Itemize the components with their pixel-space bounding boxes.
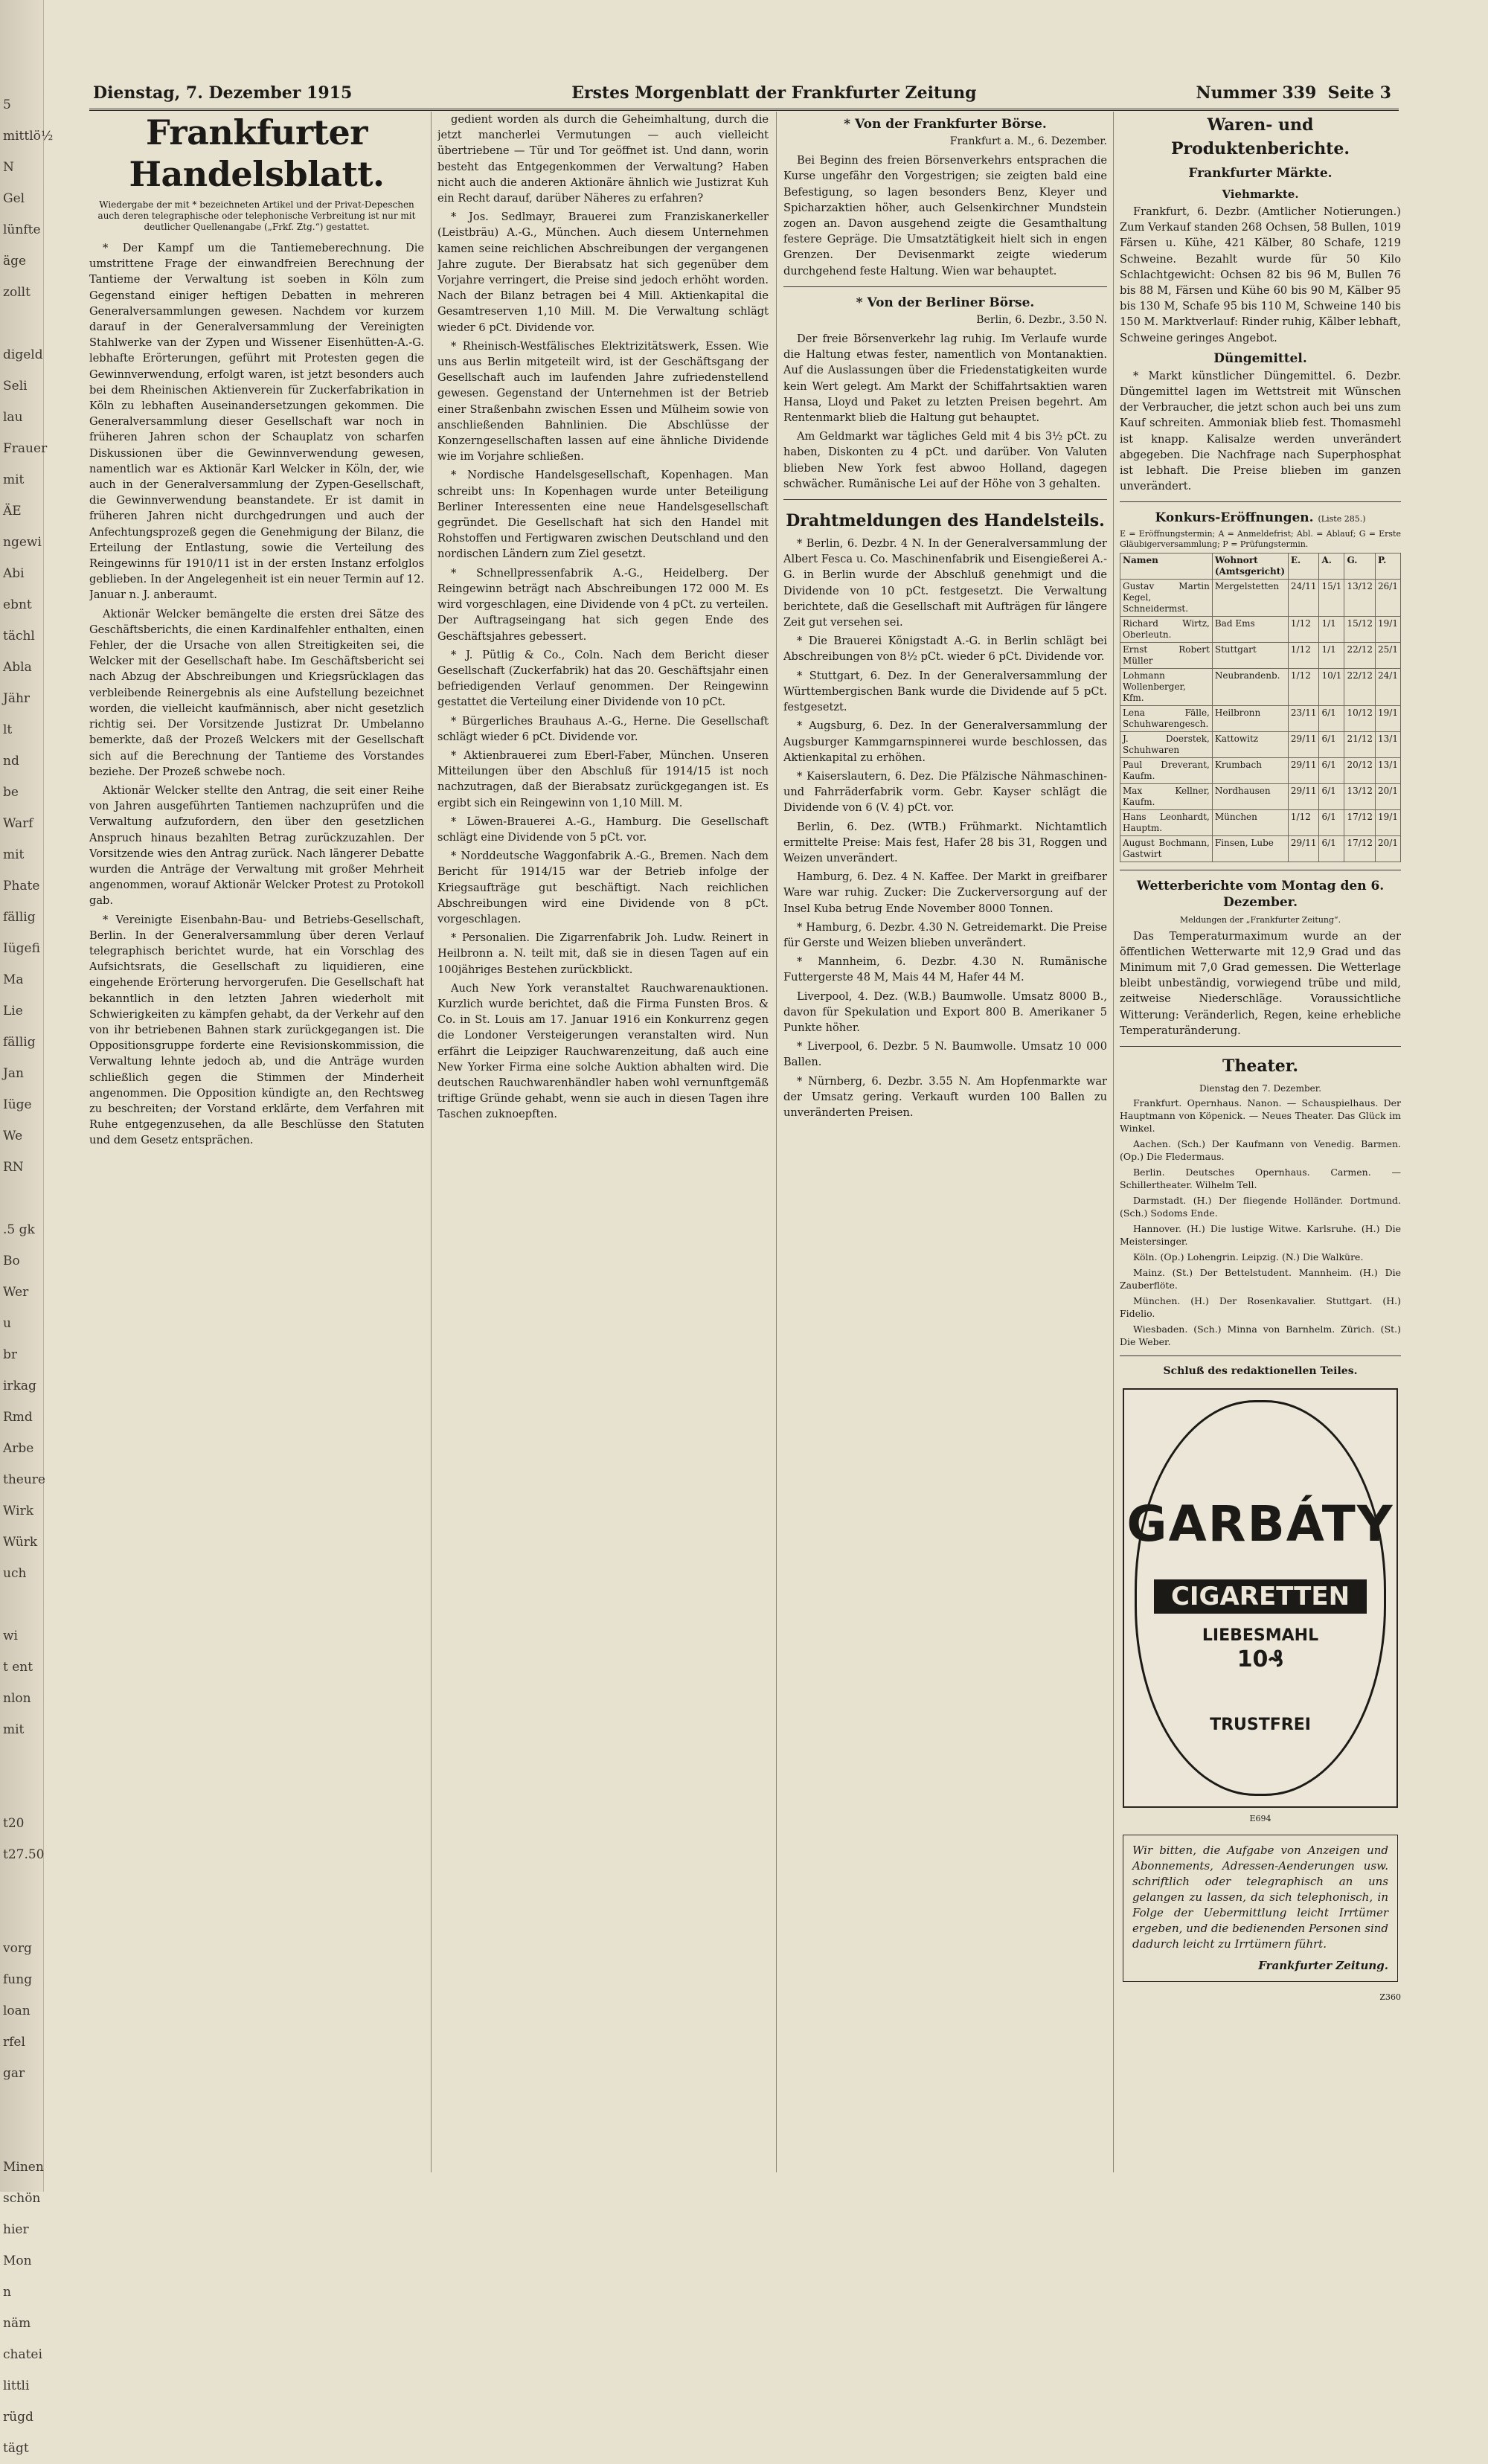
article-paragraph: * Mannheim, 6. Dezbr. 4.30 N. Rumänische Futtergerste 48 M, Mais 44 M, Hafer 44 M. — [783, 955, 1107, 984]
article-paragraph: * Hamburg, 6. Dezbr. 4.30 N. Getreidemarkt. Die Preise für Gerste und Weizen blieben unverändert. — [783, 920, 1107, 949]
column-divider — [431, 112, 432, 2172]
table-row — [1120, 732, 1401, 758]
ad-slogan: TRUSTFREI — [1210, 1716, 1311, 1735]
table-cell: 15/1 — [1319, 580, 1344, 617]
divider — [783, 286, 1107, 287]
table-cell: 20/1 — [1376, 836, 1401, 862]
table-row — [1120, 643, 1401, 669]
table-header-cell: P. — [1376, 554, 1401, 580]
table-cell: 1/12 — [1288, 617, 1319, 643]
table-cell: 6/1 — [1319, 732, 1344, 758]
wire-reports-heading: Drahtmeldungen des Handelsteils. — [786, 511, 1105, 531]
article-paragraph: München. (H.) Der Rosenkavalier. Stuttgart. (H.) Fidelio. — [1120, 1295, 1401, 1320]
table-cell: 13/12 — [1344, 784, 1376, 810]
berlin-exchange-heading: * Von der Berliner Börse. — [856, 295, 1035, 310]
table-row — [1120, 758, 1401, 784]
table-cell: 17/12 — [1344, 810, 1376, 836]
table-row — [1120, 836, 1401, 862]
article-paragraph: Mainz. (St.) Der Bettelstudent. Mannheim. (H.) Die Zauberflöte. — [1120, 1267, 1401, 1292]
article-paragraph: * Stuttgart, 6. Dez. In der Generalversammlung der Württembergischen Bank wurde die Dividende auf 5 pCt. festgesetzt. — [783, 669, 1107, 714]
article-paragraph: * Markt künstlicher Düngemittel. 6. Dezbr. Düngemittel lagen im Wettstreit mit Wünschen der Verbraucher, die jetzt schon auch bei uns zum Kauf schreiten. Ammoniak blieb fest. Thomasmehl ist knapp. Kalisalze werden unverändert abgegeben. Die Nachfrage nach Superphosphat ist lebhaft. Die Preise blieben im ganzen unverändert. — [1120, 369, 1401, 493]
table-row — [1120, 617, 1401, 643]
masthead-rule — [89, 109, 1399, 111]
table-cell: Richard Wirtz, Oberleutn. — [1120, 617, 1213, 643]
publisher-notice — [1123, 1835, 1398, 1982]
article-list — [1120, 204, 1401, 346]
table-cell: 20/12 — [1344, 758, 1376, 784]
table-cell: Mergelstetten — [1212, 580, 1288, 617]
article-paragraph: * Jos. Sedlmayr, Brauerei zum Franziskanerkeller (Leistbräu) A.-G., München. Auch diesem Unternehmen kamen seine reichlichen Abschreibungen der vergangenen Jahre zugute. Der Bierabsatz hat sich gegenüber dem Vorjahre verringert, die Preise sind jedoch erhöht worden. Nach der Bilanz betragen bei 4 Mill. Aktienkapital die Gesamtreserven 1,10 Mill. M. Die Verwaltung schlägt wieder 6 pCt. Dividende vor. — [437, 211, 769, 334]
table-header-cell: G. — [1344, 554, 1376, 580]
table-cell: Ernst Robert Müller — [1120, 643, 1213, 669]
article-list — [783, 331, 1107, 492]
article-paragraph: Hannover. (H.) Die lustige Witwe. Karlsruhe. (H.) Die Meistersinger. — [1120, 1223, 1401, 1248]
table-cell: 22/12 — [1344, 669, 1376, 706]
article-paragraph: Aktionär Welcker stellte den Antrag, die seit einer Reihe von Jahren ausgeführten Tantiemen nachzuprüfen und die Verwaltung aufzufordern, den über den gesetzlichen Anspruch hinaus bezahlten Betrag zurückzuzahlen. Der Vorsitzende wies den Antrag zurück. Nach längerer Debatte wurden die Anträge der Verwaltung mit großer Mehrheit angenommen, worauf Aktionär Welcker Protest zu Protokoll gab. — [89, 783, 424, 908]
table-cell: 1/12 — [1288, 810, 1319, 836]
weather-note: Meldungen der „Frankfurter Zeitung“. — [1179, 915, 1341, 925]
markets-heading: Waren- und Produktenberichte. — [1170, 115, 1350, 158]
article-list — [1120, 928, 1401, 1039]
article-paragraph: * Personalien. Die Zigarrenfabrik Joh. Ludw. Reinert in Heilbronn a. N. teilt mit, daß sie in diesen Tagen auf ein 100jähriges Bestehen zurückblickt. — [437, 931, 769, 976]
divider — [783, 499, 1107, 500]
table-cell: Kattowitz — [1212, 732, 1288, 758]
table-cell: 6/1 — [1319, 706, 1344, 732]
bankruptcy-heading: Konkurs-Eröffnungen. (Liste 285.) — [1155, 510, 1366, 526]
table-cell: J. Doerstek, Schuhwaren — [1120, 732, 1213, 758]
article-paragraph: * Rheinisch-Westfälisches Elektrizitätswerk, Essen. Wie uns aus Berlin mitgeteilt wird, ist der Geschäftsgang der Gesellschaft auch im laufenden Jahre zufriedenstellend gewesen. Gegenstand der Unternehmen ist der Betrieb einer Straßenbahn zwischen Essen und Mülheim sowie von anschließenden Bahnlinien. Die Abschlüsse der Konzerngesellschaften lassen auf eine ähnliche Dividende wie im Vorjahre schließen. — [437, 339, 769, 463]
table-row — [1120, 706, 1401, 732]
table-cell: August Bochmann, Gastwirt — [1120, 836, 1213, 862]
column-markets — [1120, 112, 1401, 2172]
table-row — [1120, 810, 1401, 836]
table-cell: Gustav Martin Kegel, Schneidermst. — [1120, 580, 1213, 617]
ad-brand: GARBÁTY — [1126, 1495, 1394, 1553]
article-paragraph: * Vereinigte Eisenbahn-Bau- und Betriebs-Gesellschaft, Berlin. In der Generalversammlung über deren Verlauf telegraphisch berichtet wurde, hat ein Vorschlag des Aufsichtsrats, die Gesellschaft zu liquidieren, eine eingehende Erörterung hervorgerufen. Die Gesellschaft hat bekanntlich in den letzten Jahren wiederholt mit Schwierigkeiten zu kämpfen gehabt, da der Verkehr auf den von ihr betriebenen Bahnen stark zurückgegangen ist. Die Oppositionsgruppe forderte eine Revisionskommission, die Verwaltung lehnte jedoch ab, und die Anträge wurden schließlich gegen die Stimmen der Minderheit angenommen. Die Opposition kündigte an, den Rechtsweg zu beschreiten; der Vorstand erklärte, dem Verfahren mit Ruhe entgegenzusehen, da alle Beschlüsse den Statuten und dem Gesetz entsprächen. — [89, 913, 424, 1147]
divider — [1120, 501, 1401, 502]
article-paragraph: Frankfurt, 6. Dezbr. (Amtlicher Notierungen.) Zum Verkauf standen 268 Ochsen, 58 Bullen, 1019 Färsen u. Kühe, 421 Kälber, 80 Schafe, 1219 Schweine. Bezahlt wurde für 50 Kilo Schlachtgewicht: Ochsen 82 bis 96 M, Bullen 76 bis 88 M, Färsen und Kühe 60 bis 90 M, Kälber 95 bis 130 M, Schafe 95 bis 110 M, Schweine 140 bis 150 M. Marktverlauf: Rinder ruhig, Kälber lebhaft, Schweine geringes Angebot. — [1120, 205, 1401, 344]
divider — [1120, 1355, 1401, 1356]
table-cell: 13/1 — [1376, 732, 1401, 758]
table-cell: Lohmann Wollenberger, Kfm. — [1120, 669, 1213, 706]
ad-product: LIEBESMAHL — [1202, 1626, 1319, 1646]
theater-list — [1120, 1097, 1401, 1348]
table-header-cell: Wohnort (Amtsgericht) — [1212, 554, 1288, 580]
article-paragraph: * Aktienbrauerei zum Eberl-Faber, München. Unseren Mitteilungen über den Abschluß für 1914/15 ist noch nachzutragen, daß der Bierabsatz zurückgegangen ist. Es ergibt sich ein Reingewinn von 1,10 Mill. M. — [437, 748, 769, 809]
garbaty-advertisement — [1123, 1388, 1398, 1808]
ad-code: E694 — [1249, 1814, 1271, 1824]
table-cell: 29/11 — [1288, 732, 1319, 758]
article-list — [783, 536, 1107, 1120]
article-paragraph: gedient worden als durch die Geheimhaltung, durch die jetzt mancherlei Vermutungen — auch vielleicht übertriebene — Tür und Tor geöffnet ist. Und dann, worin besteht das Entgegenkommen der Verwaltung? Haben nicht auch die anderen Aktionäre ähnlich wie Justizrat Kuh ein Recht darauf, darüber Näheres zu erfahren? — [437, 113, 769, 205]
notice-text: Wir bitten, die Aufgabe von Anzeigen und Abonnements, Adressen-Aenderungen usw. schriftlich oder telegraphisch an uns gelangen zu lassen, da sich telephonisch, in Folge der Uebermittlung leicht Irrtümer ergeben, und die bedienenden Personen sind dadurch leicht zu Irrtümern führt. — [1132, 1843, 1388, 1951]
adjacent-page-fragments: 5 mittlö½ N Gel lünfte äge zollt digeld Seli lau Frauer mit ÄE ngewi Abi ebnt tächl Abla Jähr lt nd be Warf mit Phate fällig Iügefi Ma Lie fällig Jan Iüge We RN .5 gk Bo Wer u br irkag Rmd Arbe theure Wirk Würk uch wi t ent nlon mit t20 t27.50 vorg fung loan rfel gar Minen schön hier Mon n näm chatei littli rügd tägt — [3, 97, 54, 2456]
table-cell: 23/11 — [1288, 706, 1319, 732]
dateline: Frankfurt a. M., 6. Dezember. — [949, 135, 1107, 147]
table-cell: Neubrandenb. — [1212, 669, 1288, 706]
article-paragraph: Aachen. (Sch.) Der Kaufmann von Venedig. Barmen. (Op.) Die Fledermaus. — [1120, 1138, 1401, 1163]
column-handelsblatt — [89, 112, 424, 2172]
table-cell: 6/1 — [1319, 758, 1344, 784]
article-list — [783, 153, 1107, 279]
article-paragraph: Bei Beginn des freien Börsenverkehrs entsprachen die Kurse ungefähr den Vorgestrigen; sie zeigten bald eine Befestigung, so lagen besonders Benz, Kleyer und Spicharzaktien höher, auch Gelsenkirchner Mundstein zogen an. Davon ausgehend zeigte die Gesamthaltung festere Gepräge. Die Umsatztätigkeit hielt sich in engen Grenzen. Der Devisenmarkt zeigte wiederum durchgehend feste Haltung. Wien war behauptet. — [783, 154, 1107, 277]
article-paragraph: Berlin, 6. Dez. (WTB.) Frühmarkt. Nichtamtlich ermittelte Preise: Mais fest, Hafer 28 bis 31, Roggen und Weizen unverändert. — [783, 820, 1107, 864]
table-cell: 29/11 — [1288, 758, 1319, 784]
table-cell: 20/1 — [1376, 784, 1401, 810]
article-list — [89, 240, 424, 1149]
notice-signature: Frankfurter Zeitung. — [1258, 1958, 1388, 1972]
table-cell: 6/1 — [1319, 836, 1344, 862]
table-cell: 1/12 — [1288, 669, 1319, 706]
table-cell: 26/1 — [1376, 580, 1401, 617]
article-paragraph: Aktionär Welcker bemängelte die ersten drei Sätze des Geschäftsberichts, die einen Kardinalfehler enthalten, einen Fehler, der die Ursache von allen Streitigkeiten sei, die Welcker mit der Gesellschaft habe. Im Geschäftsbericht sei nach Abzug der Abschreibungen und Kriegsrücklagen das verbleibende Reinergebnis als eine Aufstellung bezeichnet worden, die vielleicht kaufmännisch, aber nicht gesetzlich richtig sei. Der Vorsitzende Justizrat Dr. Umbelanno bemerkte, daß der Prozeß Welckers mit der Gesellschaft sich auf die Berechnung der Tantieme des Vorstandes beziehe. Der Prozeß schwebe noch. — [89, 607, 424, 778]
table-cell: Paul Dreverant, Kaufm. — [1120, 758, 1213, 784]
table-cell: 6/1 — [1319, 784, 1344, 810]
fertilizer-heading: Düngemittel. — [1213, 350, 1307, 366]
table-cell: Max Kellner, Kaufm. — [1120, 784, 1213, 810]
theater-heading: Theater. — [1222, 1056, 1298, 1077]
table-cell: Lena Fälle, Schuhwarengesch. — [1120, 706, 1213, 732]
frankfurt-markets-heading: Frankfurter Märkte. — [1188, 166, 1333, 181]
column-divider — [1113, 112, 1114, 2172]
table-header-cell: A. — [1319, 554, 1344, 580]
article-paragraph: Auch New York veranstaltet Rauchwarenauktionen. Kurzlich wurde berichtet, daß die Firma Funsten Bros. & Co. in St. Louis am 17. Januar 1916 ein Konkurrenz gegen die Londoner Versteigerungen veranstalten wird. Nun erfährt die Leipziger Rauchwarenzeitung, daß auch eine New Yorker Firma eine solche Auktion abhalten wird. Die deutschen Rauchwarenhändler haben wohl vernunftgemäß triftige Gründe gehabt, wenn sie auch in diesen Tagen ihre Taschen zuknoepften. — [437, 981, 769, 1121]
dateline: Berlin, 6. Dezbr., 3.50 N. — [976, 313, 1107, 326]
page-binding-margin — [0, 0, 54, 2456]
article-paragraph: * Kaiserslautern, 6. Dez. Die Pfälzische Nähmaschinen- und Fahrräderfabrik vorm. Gebr. Kayser schlägt die Dividende von 6 (V. 4) pCt. vor. — [783, 769, 1107, 815]
table-row — [1120, 669, 1401, 706]
table-cell: 22/12 — [1344, 643, 1376, 669]
article-paragraph: Am Geldmarkt war tägliches Geld mit 4 bis 3½ pCt. zu haben, Diskonten zu 4 pCt. und darüber. Von Valuten blieben New York fest abwoo Holland, dagegen schwächer. Rumänische Lei auf der Höhe von 3 gehalten. — [783, 430, 1107, 490]
divider — [1120, 1046, 1401, 1047]
table-cell: 10/12 — [1344, 706, 1376, 732]
table-cell: 21/12 — [1344, 732, 1376, 758]
table-row — [1120, 784, 1401, 810]
table-cell: Hans Leonhardt, Hauptm. — [1120, 810, 1213, 836]
article-paragraph: Hamburg, 6. Dez. 4 N. Kaffee. Der Markt in greifbarer Ware war ruhig. Zucker: Die Zuckerversorgung auf der Insel Kuba betrug Ende November 8000 Tonnen. — [783, 870, 1107, 915]
issue-number: Nummer 339 Seite 3 — [1196, 83, 1391, 103]
article-paragraph: Berlin. Deutsches Opernhaus. Carmen. — Schillertheater. Wilhelm Tell. — [1120, 1167, 1401, 1191]
table-cell: Nordhausen — [1212, 784, 1288, 810]
article-paragraph: * J. Pütlig & Co., Coln. Nach dem Bericht dieser Gesellschaft (Zuckerfabrik) hat das 20. Geschäftsjahr einen befriedigenden Verlauf genommen. Der Reingewinn gestattet die Verteilung einer Dividende von 10 pCt. — [437, 648, 769, 709]
article-paragraph: Das Temperaturmaximum wurde an der öffentlichen Wetterwarte mit 12,9 Grad und das Minimum mit 7,0 Grad gemessen. Die Wetterlage bleibt unbeständig, vorwiegend trübe und mild, zeitweise Niederschläge. Voraussichtliche Witterung: Veränderlich, Regen, keine erhebliche Temperaturänderung. — [1120, 929, 1401, 1037]
section-title: Frankfurter Handelsblatt. — [129, 112, 385, 194]
article-paragraph: Wiesbaden. (Sch.) Minna von Barnhelm. Zürich. (St.) Die Weber. — [1120, 1324, 1401, 1348]
table-cell: 15/12 — [1344, 617, 1376, 643]
article-paragraph: * Nordische Handelsgesellschaft, Kopenhagen. Man schreibt uns: In Kopenhagen wurde unter Beteiligung Berliner Interessenten eine neue Handelsgesellschaft gegründet. Die Gesellschaft hat sich den Handel mit Rohstoffen und Fertigwaren zwischen Deutschland und den nordischen Ländern zum Ziel gesetzt. — [437, 469, 769, 561]
newspaper-title: Erstes Morgenblatt der Frankfurter Zeitung — [571, 83, 977, 103]
article-paragraph: * Der Kampf um die Tantiemeberechnung. Die umstrittene Frage der einwandfreien Berechnung der Tantieme der Verwaltung ist soeben in Köln zum Gegenstand einiger heftigen Debatten in mehreren Generalversammlungen gewesen. Nachdem vor kurzem darauf in der Generalversammlung der Vereinigten Stahlwerke van der Zypen und Wissener Eisenhütten-A.-G. lebhafte Erörterungen, geführt mit Protesten gegen die Gewinnverwendung, erfolgt waren, ist jetzt besonders auch bei dem Rheinischen Aktienverein für Zuckerfabrikation in Köln zu lebhaften Auseinandersetzungen gekommen. Die Generalversammlung dieser Gesellschaft war noch in früheren Jahren schon der Schauplatz von scharfen Diskussionen über die Gewinnverwendung gewesen, namentlich war es Aktionär Karl Welcker in Köln, der, wie auch in der Generalversammlung der Zypen-Gesellschaft, die Gewinnverwendung beanstandete. Er ist damit in früheren Jahren nicht durchgedrungen und auch der Anfechtungsprozeß gegen die Genehmigung der Bilanz, die Erteilung der Entlastung, sowie die Verteilung des Reingewinns für 1910/11 ist in der ersten Instanz erfolglos geblieben. In der Angelegenheit ist ein neuer Termin auf 12. Januar n. J. anberaumt. — [89, 242, 424, 602]
table-cell: Finsen, Lube — [1212, 836, 1288, 862]
article-paragraph: * Augsburg, 6. Dez. In der Generalversammlung der Augsburger Kammgarnspinnerei wurde beschlossen, das Aktienkapital zu erhöhen. — [783, 719, 1107, 764]
article-paragraph: * Norddeutsche Waggonfabrik A.-G., Bremen. Nach dem Bericht für 1914/15 war der Betrieb infolge der Kriegsaufträge gut beschäftigt. Nach reichlichen Abschreibungen wird eine Dividende von 8 pCt. vorgeschlagen. — [437, 850, 769, 925]
table-cell: 29/11 — [1288, 836, 1319, 862]
table-cell: 19/1 — [1376, 617, 1401, 643]
article-paragraph: * Schnellpressenfabrik A.-G., Heidelberg. Der Reingewinn beträgt nach Abschreibungen 172 000 M. Es wird vorgeschlagen, eine Dividende von 4 pCt. zu verteilen. Der Auftragseingang hat sich gegen Ende des Geschäftsjahres gebessert. — [437, 566, 769, 643]
table-header-cell: Namen — [1120, 554, 1213, 580]
column-divider — [776, 112, 777, 2172]
table-header-cell: E. — [1288, 554, 1319, 580]
article-paragraph: * Berlin, 6. Dezbr. 4 N. In der Generalversammlung der Albert Fesca u. Co. Maschinenfabrik und Eisengießerei A.-G. in Berlin wurde der Abschluß genehmigt und die Dividende von 10 pCt. festgesetzt. Die Verwaltung berichtete, daß die Gesellschaft mit Aufträgen für längere Zeit gut versehen sei. — [783, 537, 1107, 629]
table-row — [1120, 580, 1401, 617]
article-paragraph: Frankfurt. Opernhaus. Nanon. — Schauspielhaus. Der Hauptmann von Köpenick. — Neues Theater. Das Glück im Winkel. — [1120, 1097, 1401, 1135]
article-paragraph: * Löwen-Brauerei A.-G., Hamburg. Die Gesellschaft schlägt eine Dividende von 5 pCt. vor. — [437, 815, 769, 844]
ad-price: 10₰ — [1237, 1646, 1284, 1673]
table-cell: 19/1 — [1376, 706, 1401, 732]
end-of-editorial: Schluß des redaktionellen Teiles. — [1163, 1365, 1358, 1378]
table-cell: München — [1212, 810, 1288, 836]
table-cell: 6/1 — [1319, 810, 1344, 836]
table-cell: 29/11 — [1288, 784, 1319, 810]
table-cell: Stuttgart — [1212, 643, 1288, 669]
livestock-heading: Viehmarkte. — [1222, 187, 1299, 201]
article-list — [1120, 368, 1401, 495]
table-cell: 1/1 — [1319, 617, 1344, 643]
table-cell: 1/12 — [1288, 643, 1319, 669]
table-cell: 1/1 — [1319, 643, 1344, 669]
table-cell: 13/12 — [1344, 580, 1376, 617]
theater-date: Dienstag den 7. Dezember. — [1199, 1083, 1322, 1094]
article-paragraph: * Liverpool, 6. Dezbr. 5 N. Baumwolle. Umsatz 10 000 Ballen. — [783, 1040, 1107, 1069]
table-cell: 19/1 — [1376, 810, 1401, 836]
reprint-notice: Wiedergabe der mit * bezeichneten Artikel und der Privat-Depeschen auch deren telegraphische oder telephonische Verbreitung ist nur mit deutlicher Quellenangabe („Frkf. Ztg.“) gestattet. — [97, 199, 416, 232]
bankruptcy-legend: E = Eröffnungstermin; A = Anmeldefrist; Abl. = Ablauf; G = Erste Gläubigerversammlung; P = Prüfungstermin. — [1120, 529, 1401, 550]
column-company-reports — [437, 112, 769, 2172]
issue-date: Dienstag, 7. Dezember 1915 — [93, 83, 353, 103]
ad-band: CIGARETTEN — [1154, 1579, 1367, 1614]
article-paragraph: Darmstadt. (H.) Der fliegende Holländer. Dortmund. (Sch.) Sodoms Ende. — [1120, 1195, 1401, 1219]
article-paragraph: Köln. (Op.) Lohengrin. Leipzig. (N.) Die Walküre. — [1133, 1251, 1364, 1263]
page-footcode: Z360 — [1379, 1992, 1401, 2002]
masthead — [93, 80, 1391, 106]
article-paragraph: * Die Brauerei Königstadt A.-G. in Berlin schlägt bei Abschreibungen von 8½ pCt. wieder 6 pCt. Dividende vor. — [783, 635, 1107, 664]
table-cell: 24/1 — [1376, 669, 1401, 706]
weather-heading: Wetterberichte vom Montag den 6. Dezember. — [1136, 879, 1385, 911]
table-cell: 10/1 — [1319, 669, 1344, 706]
table-cell: 17/12 — [1344, 836, 1376, 862]
table-cell: 13/1 — [1376, 758, 1401, 784]
article-paragraph: * Nürnberg, 6. Dezbr. 3.55 N. Am Hopfenmarkte war der Umsatz gering. Verkauft wurden 100 Ballen zu unveränderten Preisen. — [783, 1074, 1107, 1119]
frankfurt-exchange-heading: * Von der Frankfurter Börse. — [844, 117, 1047, 132]
column-stock-exchange — [783, 112, 1107, 2172]
article-paragraph: Der freie Börsenverkehr lag ruhig. Im Verlaufe wurde die Haltung etwas fester, namentlich von Montanaktien. Auf die Auslassungen über die Friedenstatigkeiten wurde kein Wert gelegt. Am Markt der Schiffahrtsaktien waren Hansa, Lloyd und Paket zu letzten Preisen begehrt. Am Rentenmarkt blieb die Haltung gut behauptet. — [783, 333, 1107, 425]
article-paragraph: * Bürgerliches Brauhaus A.-G., Herne. Die Gesellschaft schlägt wieder 6 pCt. Dividende vor. — [437, 714, 769, 743]
article-paragraph: Liverpool, 4. Dez. (W.B.) Baumwolle. Umsatz 8000 B., davon für Spekulation und Export 800 B. Amerikaner 5 Punkte höher. — [783, 989, 1107, 1034]
table-cell: Heilbronn — [1212, 706, 1288, 732]
table-cell: 25/1 — [1376, 643, 1401, 669]
article-list — [437, 112, 769, 1123]
table-cell: Bad Ems — [1212, 617, 1288, 643]
table-cell: Krumbach — [1212, 758, 1288, 784]
table-cell: 24/11 — [1288, 580, 1319, 617]
bankruptcy-table — [1120, 553, 1401, 862]
